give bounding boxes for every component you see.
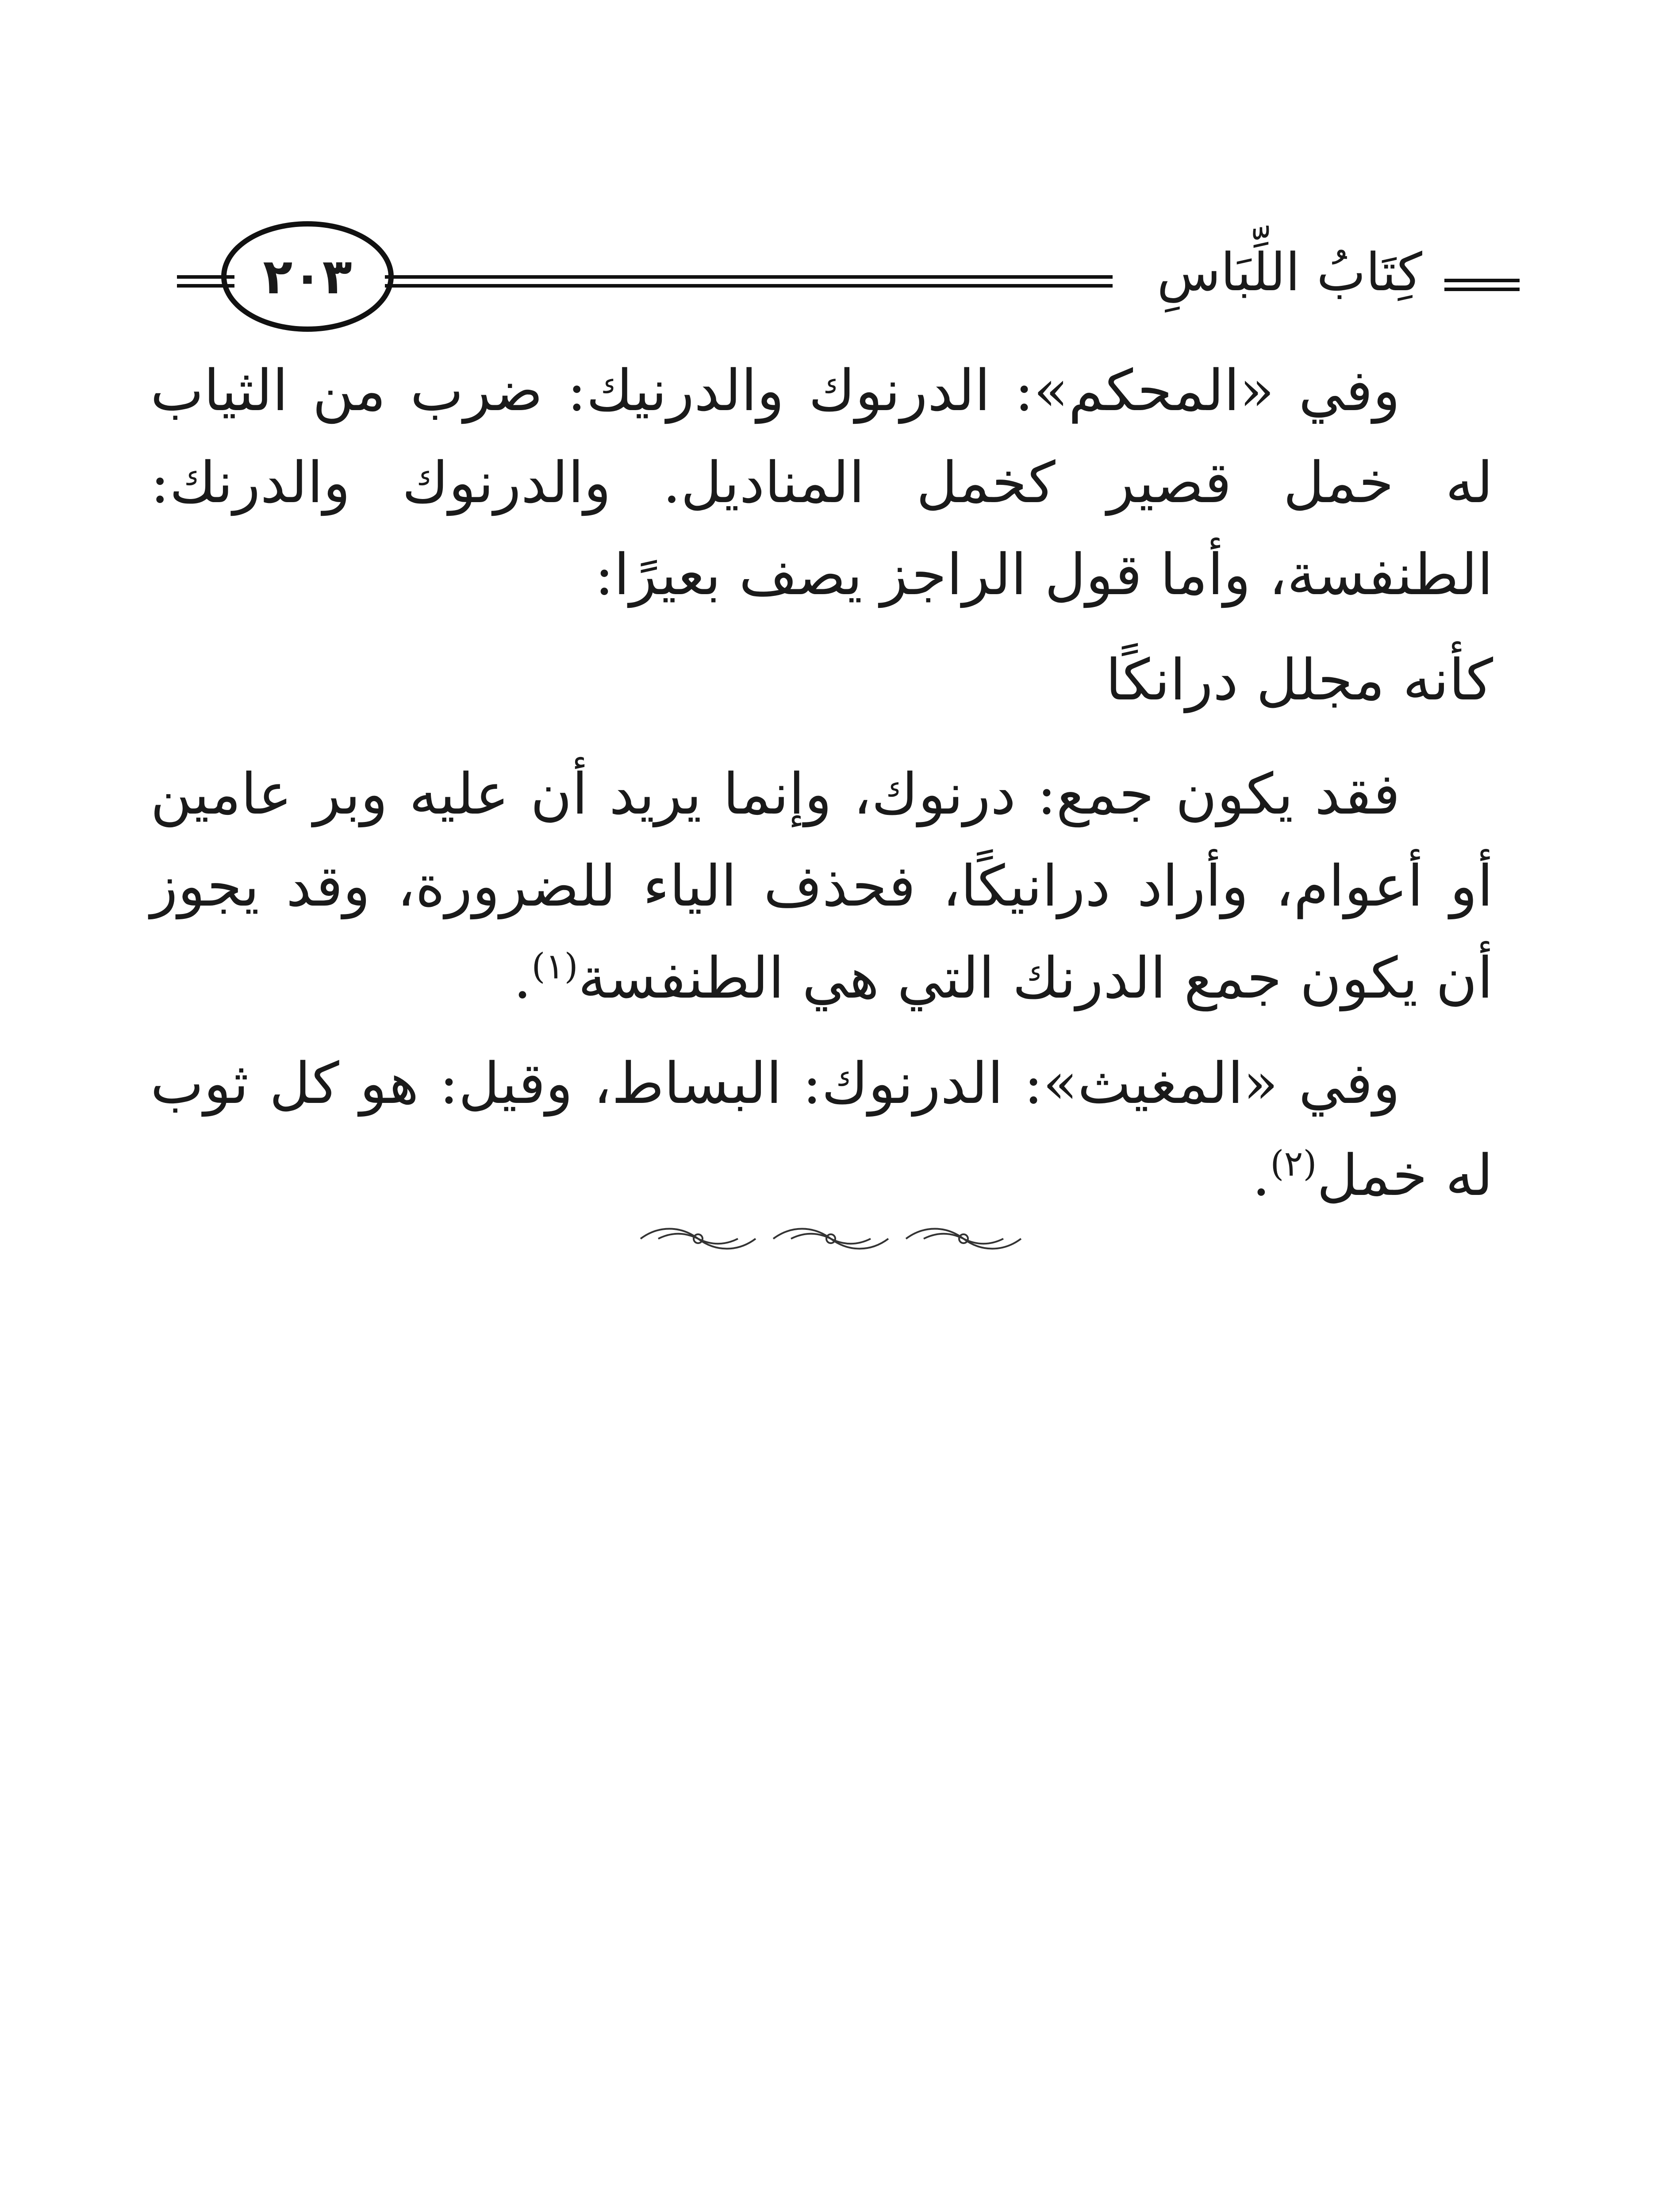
- verse-line: [150, 634, 1493, 726]
- ornament-motif: [906, 1229, 1021, 1249]
- paragraph-text: فقد يكون جمع: درنوك، وإنما يريد أن عليه وبر عامين أو أعوام، وأراد درانيكًا، فحذف الياء للضرورة، وقد يجوز أن يكون جمع الدرنك التي هي الطنفسة: [150, 761, 1493, 1011]
- page-number-text: ٢٠٣: [263, 248, 352, 305]
- ornament-motif: [641, 1229, 756, 1249]
- header-rule: [1444, 279, 1520, 291]
- chapter-title: كِتَابُ اللِّبَاسِ: [1157, 242, 1422, 303]
- paragraph: [150, 749, 1493, 1025]
- footnote-ref[interactable]: (٢): [1270, 1143, 1317, 1184]
- paragraph: [150, 1038, 1493, 1222]
- header-rule: [177, 275, 234, 288]
- running-header: [177, 212, 1520, 327]
- ornament-motif: [773, 1229, 888, 1249]
- paragraph: وفي «المحكم»: الدرنوك والدرنيك: ضرب من الثياب له خمل قصير كخمل المناديل. والدرنوك والدرنك: الطنفسة، وأما قول الراجز يصف بعيرًا:: [150, 358, 1493, 608]
- header-rule: [385, 275, 1113, 288]
- page-number: [221, 221, 394, 332]
- paragraph-text: وفي «المغيث»: الدرنوك: البساط، وقيل: هو كل ثوب له خمل: [150, 1051, 1493, 1209]
- footnote-ref[interactable]: (١): [531, 945, 578, 987]
- main-text: [150, 345, 1493, 1235]
- paragraph-end: .: [1252, 1143, 1271, 1209]
- verse-text: كأنه مجلل درانكًا: [1106, 647, 1493, 713]
- paragraph-end: .: [513, 945, 532, 1011]
- ornament-divider: [632, 1221, 1039, 1256]
